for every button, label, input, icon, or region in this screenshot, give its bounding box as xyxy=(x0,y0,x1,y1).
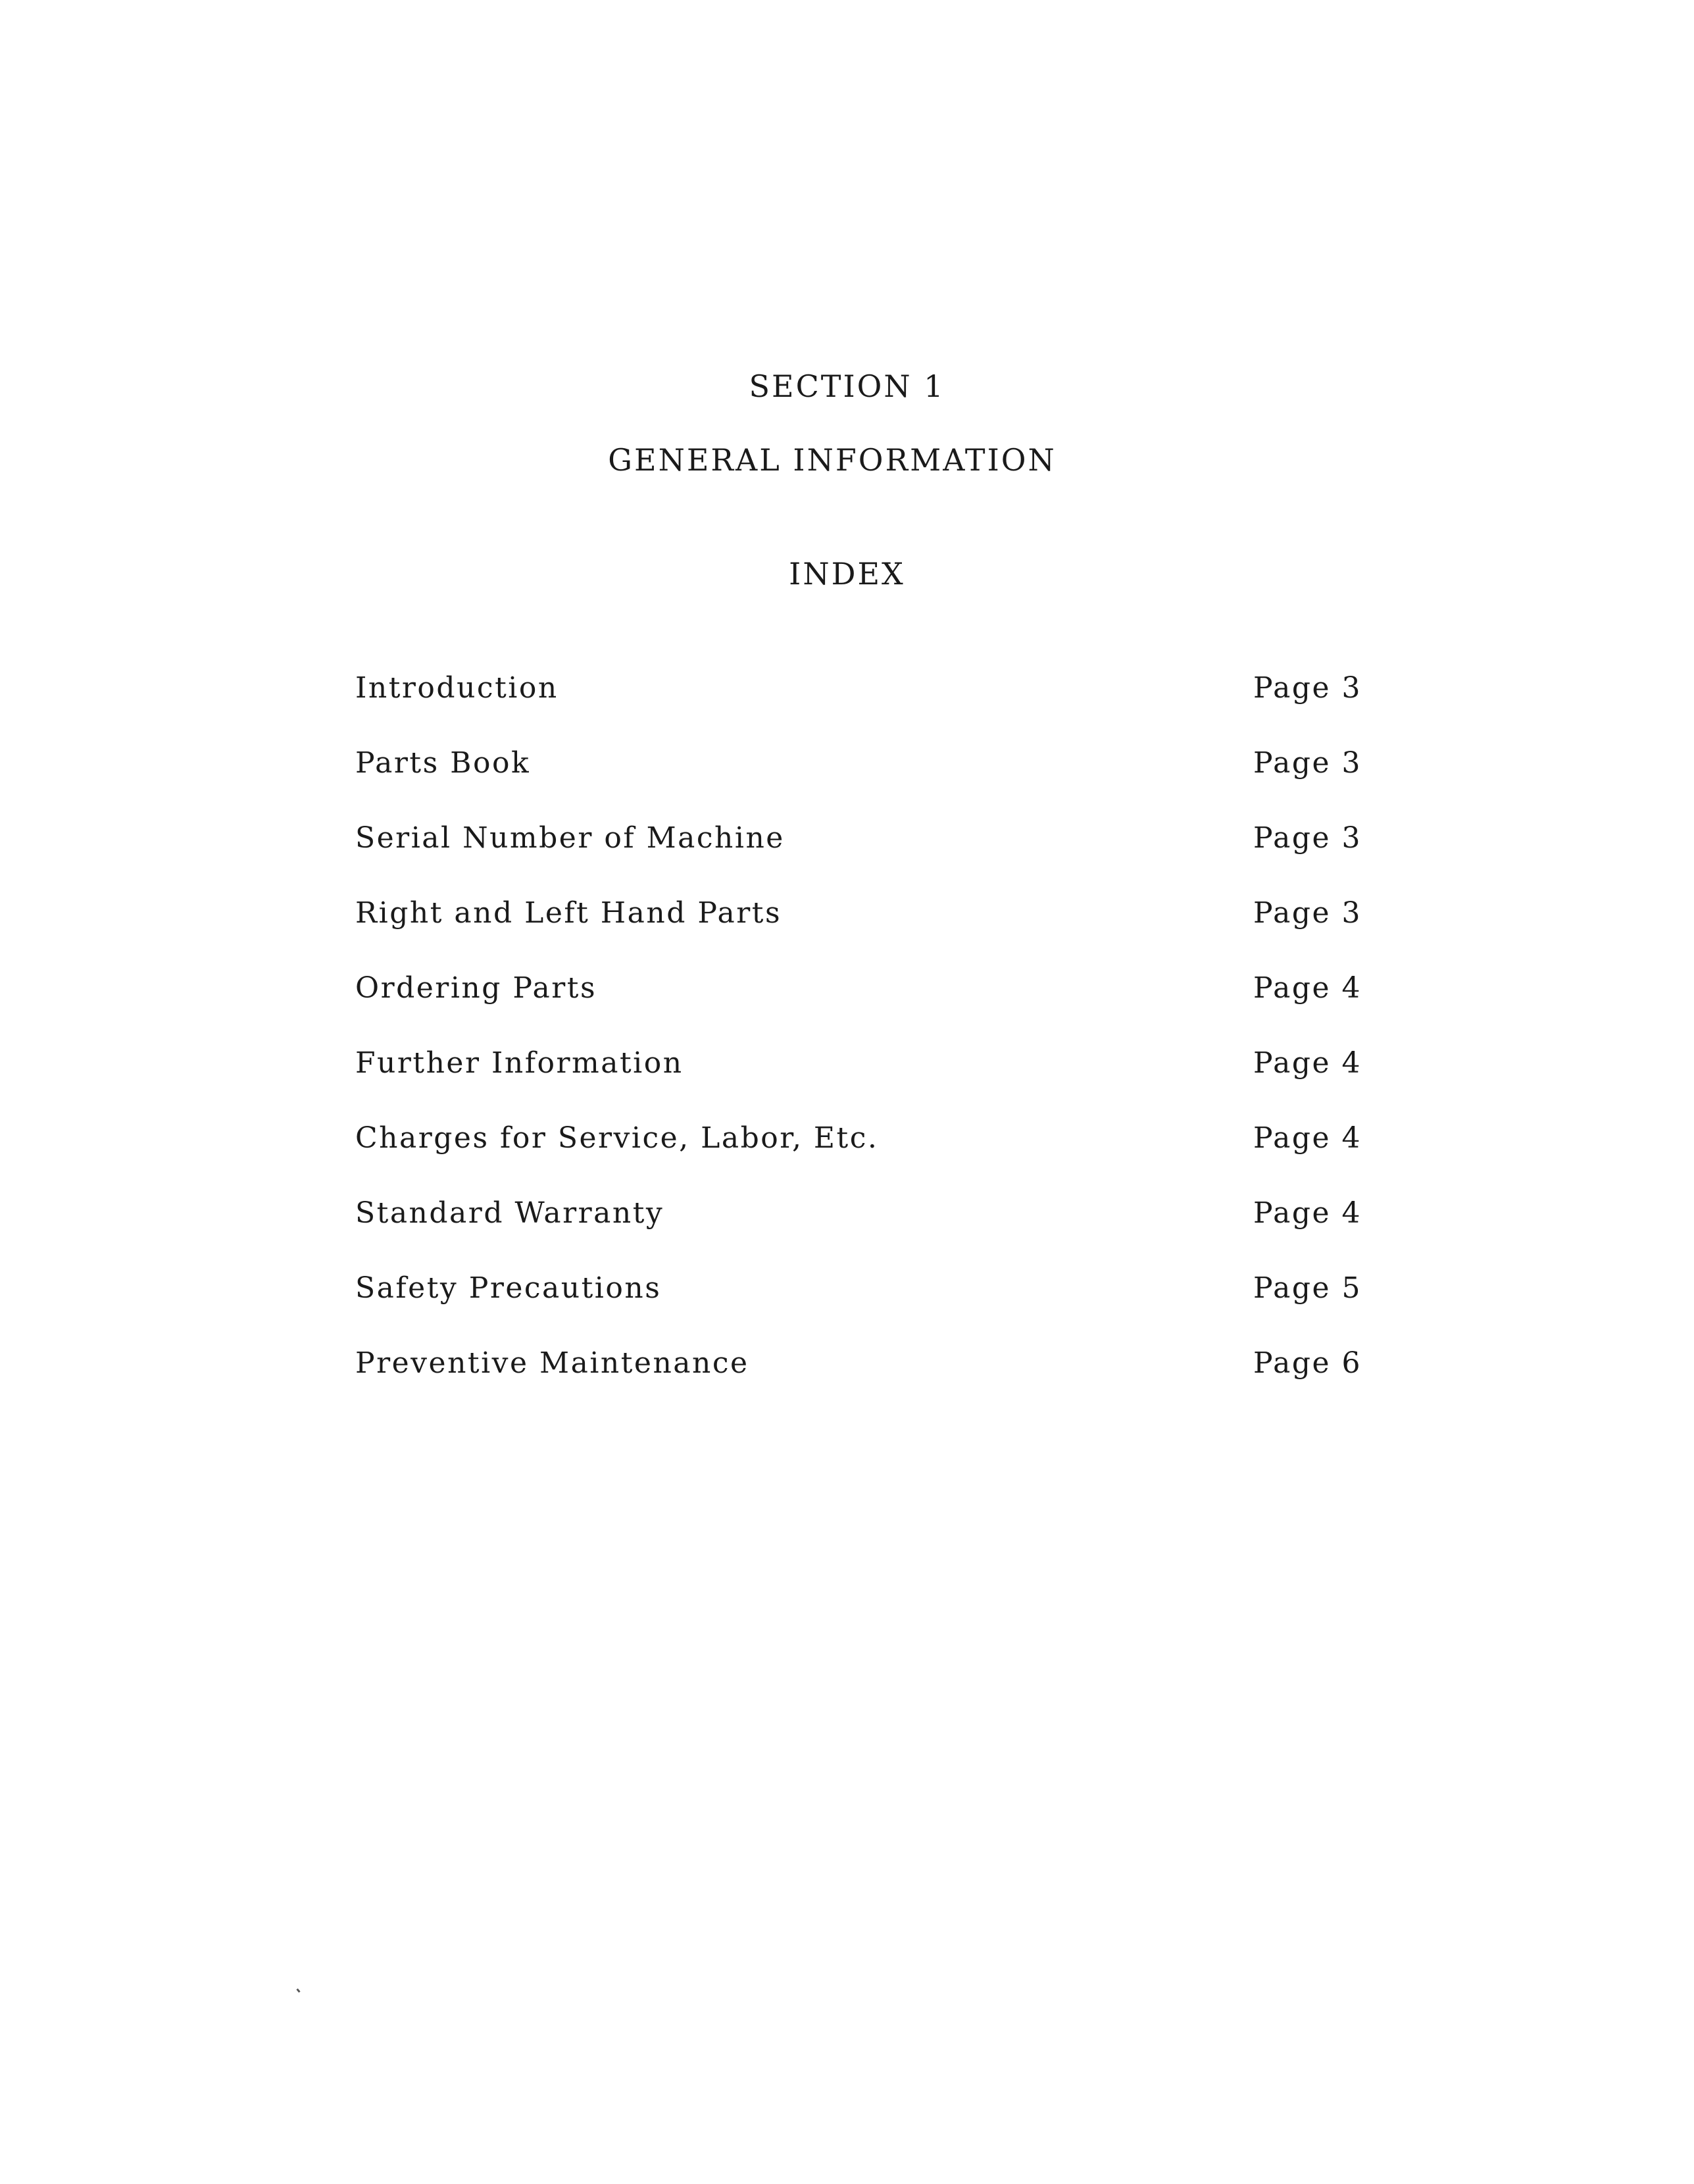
index-entry-page: Page 4 xyxy=(1253,971,1362,1005)
index-list xyxy=(355,671,1362,1421)
index-entry-page: Page 6 xyxy=(1253,1346,1362,1380)
scan-speck xyxy=(296,1989,300,1993)
index-entry xyxy=(355,1046,1362,1121)
index-entry-title: Ordering Parts xyxy=(355,971,597,1005)
index-entry xyxy=(355,971,1362,1046)
index-entry xyxy=(355,1271,1362,1346)
index-entry-title: Introduction xyxy=(355,671,559,705)
index-entry-title: Standard Warranty xyxy=(355,1196,664,1230)
index-entry xyxy=(355,671,1362,746)
index-entry-page: Page 3 xyxy=(1253,746,1362,780)
index-entry xyxy=(355,746,1362,821)
index-entry-title: Serial Number of Machine xyxy=(355,821,785,855)
index-entry xyxy=(355,896,1362,971)
section-title-heading: GENERAL INFORMATION xyxy=(608,442,1057,478)
index-entry-page: Page 4 xyxy=(1253,1196,1362,1230)
index-entry-page: Page 4 xyxy=(1253,1121,1362,1155)
index-heading: INDEX xyxy=(789,556,905,592)
index-entry xyxy=(355,1196,1362,1271)
index-entry-page: Page 3 xyxy=(1253,821,1362,855)
index-entry xyxy=(355,1346,1362,1421)
section-number-heading: SECTION 1 xyxy=(749,368,945,404)
index-entry-title: Further Information xyxy=(355,1046,684,1080)
index-entry-title: Safety Precautions xyxy=(355,1271,662,1305)
index-entry-page: Page 3 xyxy=(1253,671,1362,705)
index-entry-page: Page 4 xyxy=(1253,1046,1362,1080)
index-entry-title: Charges for Service, Labor, Etc. xyxy=(355,1121,879,1155)
index-entry-page: Page 3 xyxy=(1253,896,1362,930)
index-entry-page: Page 5 xyxy=(1253,1271,1362,1305)
index-entry xyxy=(355,821,1362,896)
index-entry-title: Parts Book xyxy=(355,746,531,780)
index-entry-title: Preventive Maintenance xyxy=(355,1346,749,1380)
index-entry-title: Right and Left Hand Parts xyxy=(355,896,782,930)
index-entry xyxy=(355,1121,1362,1196)
